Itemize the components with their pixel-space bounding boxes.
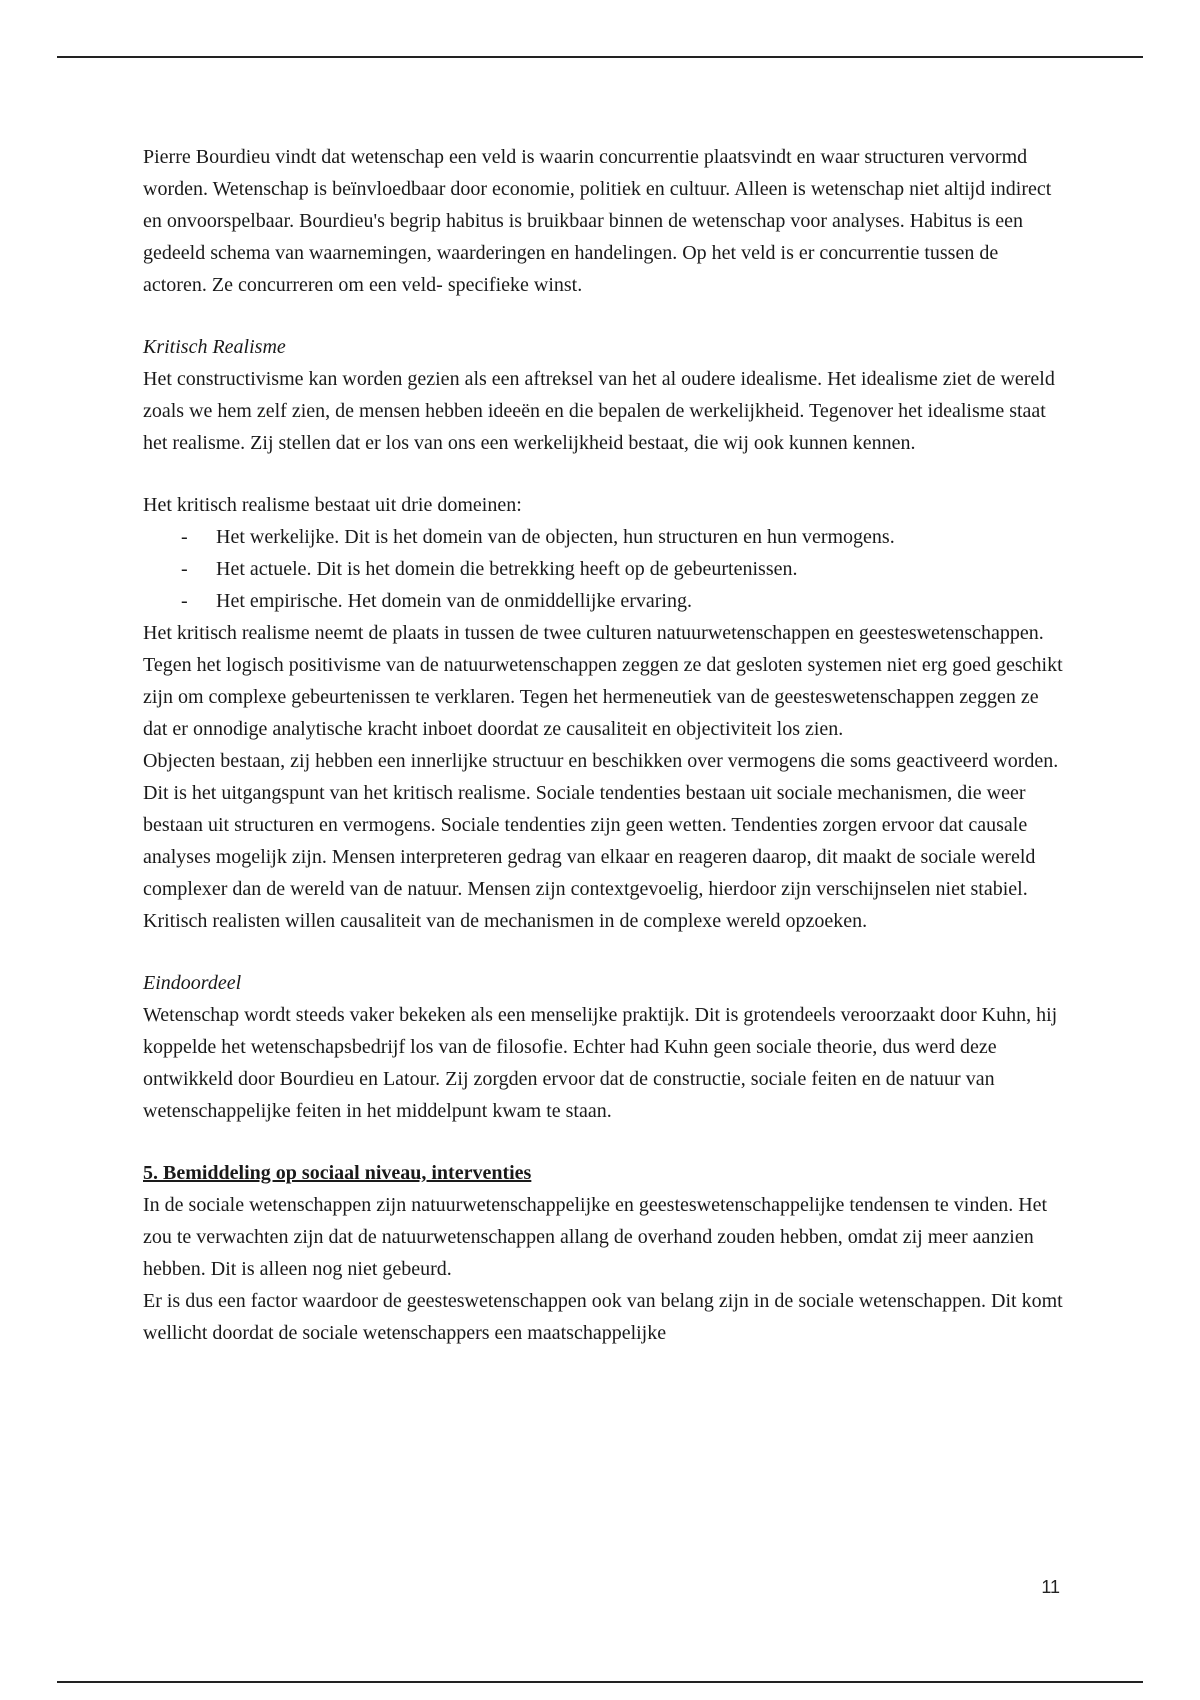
- paragraph-section5-continued: Er is dus een factor waardoor de geesteswetenschappen ook van belang zijn in de sociale wetenschappen. Dit komt wellicht doordat de sociale wetenschappers een maatschappelijke: [143, 1290, 1063, 1344]
- page-number: 11: [1041, 1577, 1060, 1597]
- list-item: [143, 585, 1063, 617]
- dash-bullet: -: [181, 590, 188, 612]
- list-item: [143, 521, 1063, 553]
- paragraph-section5: In de sociale wetenschappen zijn natuurwetenschappelijke en geesteswetenschappelijke tendensen te vinden. Het zou te verwachten zijn dat de natuurwetenschappen allang de overhand zouden hebben, omdat zij meer aanzien hebben. Dit is alleen nog niet gebeurd.: [143, 1194, 1048, 1280]
- section-heading: 5. Bemiddeling op sociaal niveau, interventies: [143, 1162, 532, 1184]
- paragraph-objects: Objecten bestaan, zij hebben een innerlijke structuur en beschikken over vermogens die soms geactiveerd worden. Dit is het uitgangspunt van het kritisch realisme. Sociale tendenties bestaan uit sociale mechanismen, die weer bestaan uit structuren en vermogens. Sociale tendenties zijn geen wetten. Tendenties zorgen ervoor dat causale analyses mogelijk zijn. Mensen interpreteren gedrag van elkaar en reageren daarop, dit maakt de sociale wereld complexer dan de wereld van de natuur. Mensen zijn contextgevoelig, hierdoor zijn verschijnselen niet stabiel. Kritisch realisten willen causaliteit van de mechanismen in de complexe wereld opzoeken.: [143, 750, 1059, 932]
- paragraph-eindoordeel: Wetenschap wordt steeds vaker bekeken als een menselijke praktijk. Dit is grotendeels veroorzaakt door Kuhn, hij koppelde het wetenschapsbedrijf los van de filosofie. Echter had Kuhn geen sociale theorie, dus werd deze ontwikkeld door Bourdieu en Latour. Zij zorgden ervoor dat de constructie, sociale feiten en de natuur van wetenschappelijke feiten in het middelpunt kwam te staan.: [143, 1004, 1058, 1122]
- spacer: [143, 1127, 1063, 1157]
- subheading-kritisch-realisme: Kritisch Realisme: [143, 336, 286, 358]
- list-item: [143, 553, 1063, 585]
- dash-bullet: -: [181, 558, 188, 580]
- list-item-text: Het werkelijke. Dit is het domein van de objecten, hun structuren en hun vermogens.: [216, 526, 895, 548]
- spacer: [143, 301, 1063, 331]
- bottom-rule: [57, 1681, 1143, 1683]
- paragraph-position: Het kritisch realisme neemt de plaats in tussen de twee culturen natuurwetenschappen en geesteswetenschappen. Tegen het logisch positivisme van de natuurwetenschappen zeggen ze dat gesloten systemen niet erg goed geschikt zijn om complexe gebeurtenissen te verklaren. Tegen het hermeneutiek van de geesteswetenschappen zeggen ze dat er onnodige analytische kracht inboet doordat ze causaliteit en objectiviteit los zien.: [143, 622, 1063, 740]
- subheading-eindoordeel: Eindoordeel: [143, 972, 242, 994]
- list-intro: Het kritisch realisme bestaat uit drie domeinen:: [143, 494, 522, 516]
- spacer: [143, 459, 1063, 489]
- dash-bullet: -: [181, 526, 188, 548]
- page-body: [143, 141, 1063, 1349]
- top-rule: [57, 56, 1143, 58]
- domain-list: [143, 521, 1063, 617]
- spacer: [143, 937, 1063, 967]
- list-item-text: Het empirische. Het domein van de onmiddellijke ervaring.: [216, 590, 692, 612]
- list-item-text: Het actuele. Dit is het domein die betrekking heeft op de gebeurtenissen.: [216, 558, 798, 580]
- paragraph-constructivisme: Het constructivisme kan worden gezien als een aftreksel van het al oudere idealisme. Het idealisme ziet de wereld zoals we hem zelf zien, de mensen hebben ideeën en die bepalen de werkelijkheid. Tegenover het idealisme staat het realisme. Zij stellen dat er los van ons een werkelijkheid bestaat, die wij ook kunnen kennen.: [143, 368, 1055, 454]
- paragraph-bourdieu: Pierre Bourdieu vindt dat wetenschap een veld is waarin concurrentie plaatsvindt en waar structuren vervormd worden. Wetenschap is beïnvloedbaar door economie, politiek en cultuur. Alleen is wetenschap niet altijd indirect en onvoorspelbaar. Bourdieu's begrip habitus is bruikbaar binnen de wetenschap voor analyses. Habitus is een gedeeld schema van waarnemingen, waarderingen en handelingen. Op het veld is er concurrentie tussen de actoren. Ze concurreren om een veld- specifieke winst.: [143, 146, 1052, 296]
